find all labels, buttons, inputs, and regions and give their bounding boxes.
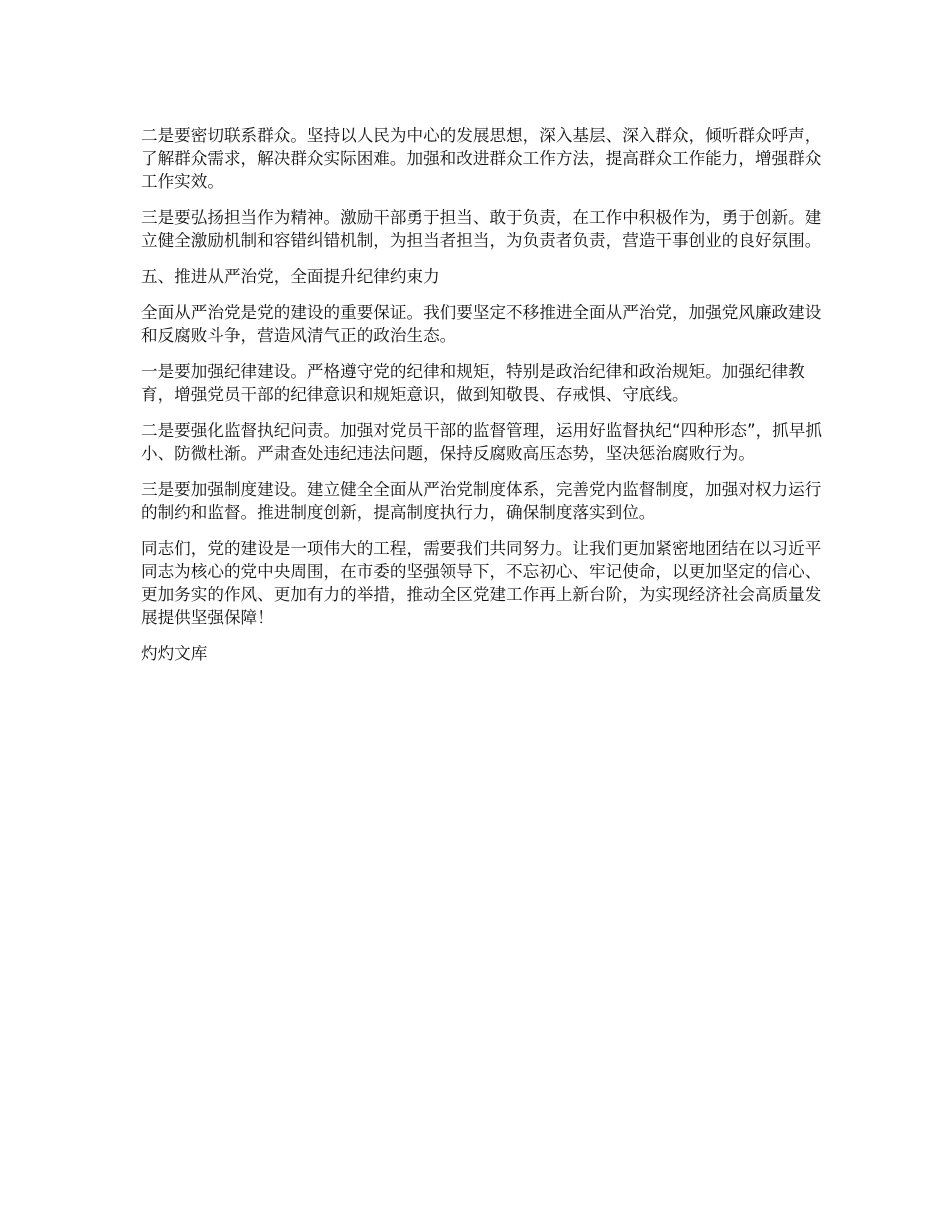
paragraph-strict-governance-intro: 全面从严治党是党的建设的重要保证。我们要坚定不移推进全面从严治党，加强党风廉政建设和反腐败斗争，营造风清气正的政治生态。 [141, 303, 822, 345]
paragraph-institution-building: 三是要加强制度建设。建立健全全面从严治党制度体系，完善党内监督制度，加强对权力运行的制约和监督。推进制度创新，提高制度执行力，确保制度落实到位。 [141, 480, 822, 522]
paragraph-contact-masses: 二是要密切联系群众。坚持以人民为中心的发展思想，深入基层、深入群众，倾听群众呼声，了解群众需求，解决群众实际困难。加强和改进群众工作方法，提高群众工作能力，增强群众工作实效。 [141, 126, 822, 191]
section-heading-strict-governance: 五、推进从严治党，全面提升纪律约束力 [141, 267, 440, 286]
paragraph-closing-remarks: 同志们，党的建设是一项伟大的工程，需要我们共同努力。让我们更加紧密地团结在以习近平同志为核心的党中央周围，在市委的坚强领导下，不忘初心、牢记使命，以更加坚定的信心、更加务实的作风、更加有力的举措，推动全区党建工作再上新台阶，为实现经济社会高质量发展提供坚强保障！ [141, 539, 822, 627]
paragraph-supervision-accountability: 二是要强化监督执纪问责。加强对党员干部的监督管理，运用好监督执纪“四种形态”，抓早抓小、防微杜渐。严肃查处违纪违法问题，保持反腐败高压态势，坚决惩治腐败行为。 [141, 421, 822, 463]
source-label: 灼灼文库 [141, 644, 208, 663]
document-body [141, 124, 831, 678]
paragraph-discipline-building: 一是要加强纪律建设。严格遵守党的纪律和规矩，特别是政治纪律和政治规矩。加强纪律教育，增强党员干部的纪律意识和规矩意识，做到知敬畏、存戒惧、守底线。 [141, 362, 805, 404]
paragraph-responsibility-spirit: 三是要弘扬担当作为精神。激励干部勇于担当、敢于负责，在工作中积极作为，勇于创新。建立健全激励机制和容错纠错机制，为担当者担当，为负责者负责，营造干事创业的良好氛围。 [141, 208, 822, 250]
